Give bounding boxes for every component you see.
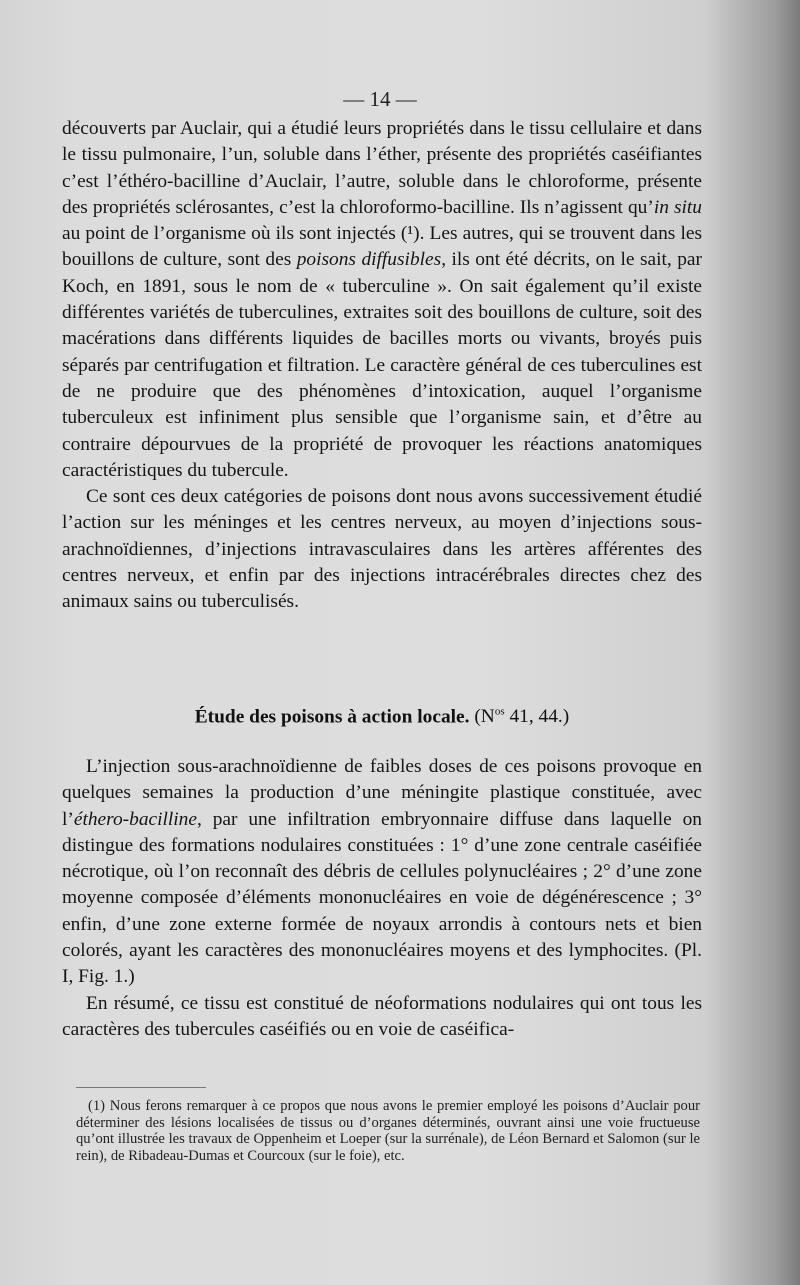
paragraph: Ce sont ces deux catégories de poisons dont nous avons successivement étudié l’action sur les méninges et les centres nerveux, au moyen d’injections sous-arachnoïdiennes, d’injections intravasculaires dans les artères afférentes des centres nerveux, et enfin par des injections intracérébrales directes chez des animaux sains ou tuberculisés. (62, 486, 702, 613)
section-reference: ($N^{os}$ 41, 44.) (474, 706, 570, 728)
footnote (76, 1098, 700, 1164)
page-number: — 14 — (343, 87, 417, 111)
paragraph-continued (62, 116, 702, 484)
section-title: Étude des poisons à action locale. (194, 706, 470, 728)
paragraph-text: , par une infiltration embryonnaire diffuse dans laquelle on distingue des formations nodulaires constituées : 1° d’une zone centrale caséifiée nécrotique, où l’on reconnaît des débris de cellules polynucléaires ; 2° d’une zone moyenne composée d’éléments mononucléaires en voie de dégénérescence ; 3° enfin, d’une zone externe formée de noyaux arrondis à contours nets et bien colorés, ayant les caractères des mononucléaires moyens et des lymphocites. (Pl. I, Fig. 1.) (62, 808, 702, 988)
italic-term: poisons diffusibles (296, 249, 442, 271)
body-text-bottom (62, 754, 702, 1043)
paragraph (62, 754, 702, 991)
footnote-divider (76, 1087, 206, 1088)
body-text-top (62, 116, 702, 616)
paragraph-text: , ils ont été décrits, on le sait, par Koch, en 1891, sous le nom de « tuberculine ». On sait également qu’il existe différentes variétés de tuberculines, extraites soit des bouillons de culture, soit des macérations dans différents liquides de bacilles morts ou vivants, broyés puis séparés par centrifugation et filtration. Le caractère général de ces tuberculines est de ne produire que des phénomènes d’intoxication, auquel l’organisme tuberculeux est infiniment plus sensible que l’organisme sain, et d’être au contraire dépourvues de la propriété de provoquer les réactions anatomiques caractéristiques du tubercule. (62, 249, 702, 481)
paragraph: En résumé, ce tissu est constitué de néoformations nodulaires qui ont tous les caractères des tubercules caséifiés ou en voie de caséifica- (62, 992, 702, 1040)
italic-term: éthero-bacilline (73, 808, 197, 830)
paragraph-text: L’injection sous-arachnoïdienne de faibles doses de ces poisons provoque en quelques semaines la production d’une méningite plastique constituée, avec l’ (62, 756, 702, 830)
paragraph-text: découverts par Auclair, qui a étudié leurs propriétés dans le tissu cellulaire et dans le tissu pulmonaire, l’un, soluble dans l’éther, présente des propriétés caséifiantes c’est l’éthéro-bacilline d’Auclair, l’autre, soluble dans le chloroforme, présente des propriétés sclérosantes, c’est la chloroformo-bacilline. Ils n’agissent qu’ (62, 118, 702, 218)
paragraph-text: au point de l’organisme où ils sont injectés (¹). Les autres, qui se trouvent dans les bouillons de culture, sont des (62, 223, 702, 271)
italic-term: in situ (653, 196, 702, 218)
section-heading (62, 706, 702, 728)
footnote-text: (1) Nous ferons remarquer à ce propos que nous avons le premier employé les poisons d’Auclair pour déterminer des lésions localisées de tissus ou d’organes déterminés, ouvrant ainsi une voie fructueuse qu’ont illustrée les travaux de Oppenheim et Loeper (sur la surrénale), de Léon Bernard et Salomon (sur le rein), de Ribadeau-Dumas et Courcoux (sur le foie), etc. (76, 1098, 700, 1164)
